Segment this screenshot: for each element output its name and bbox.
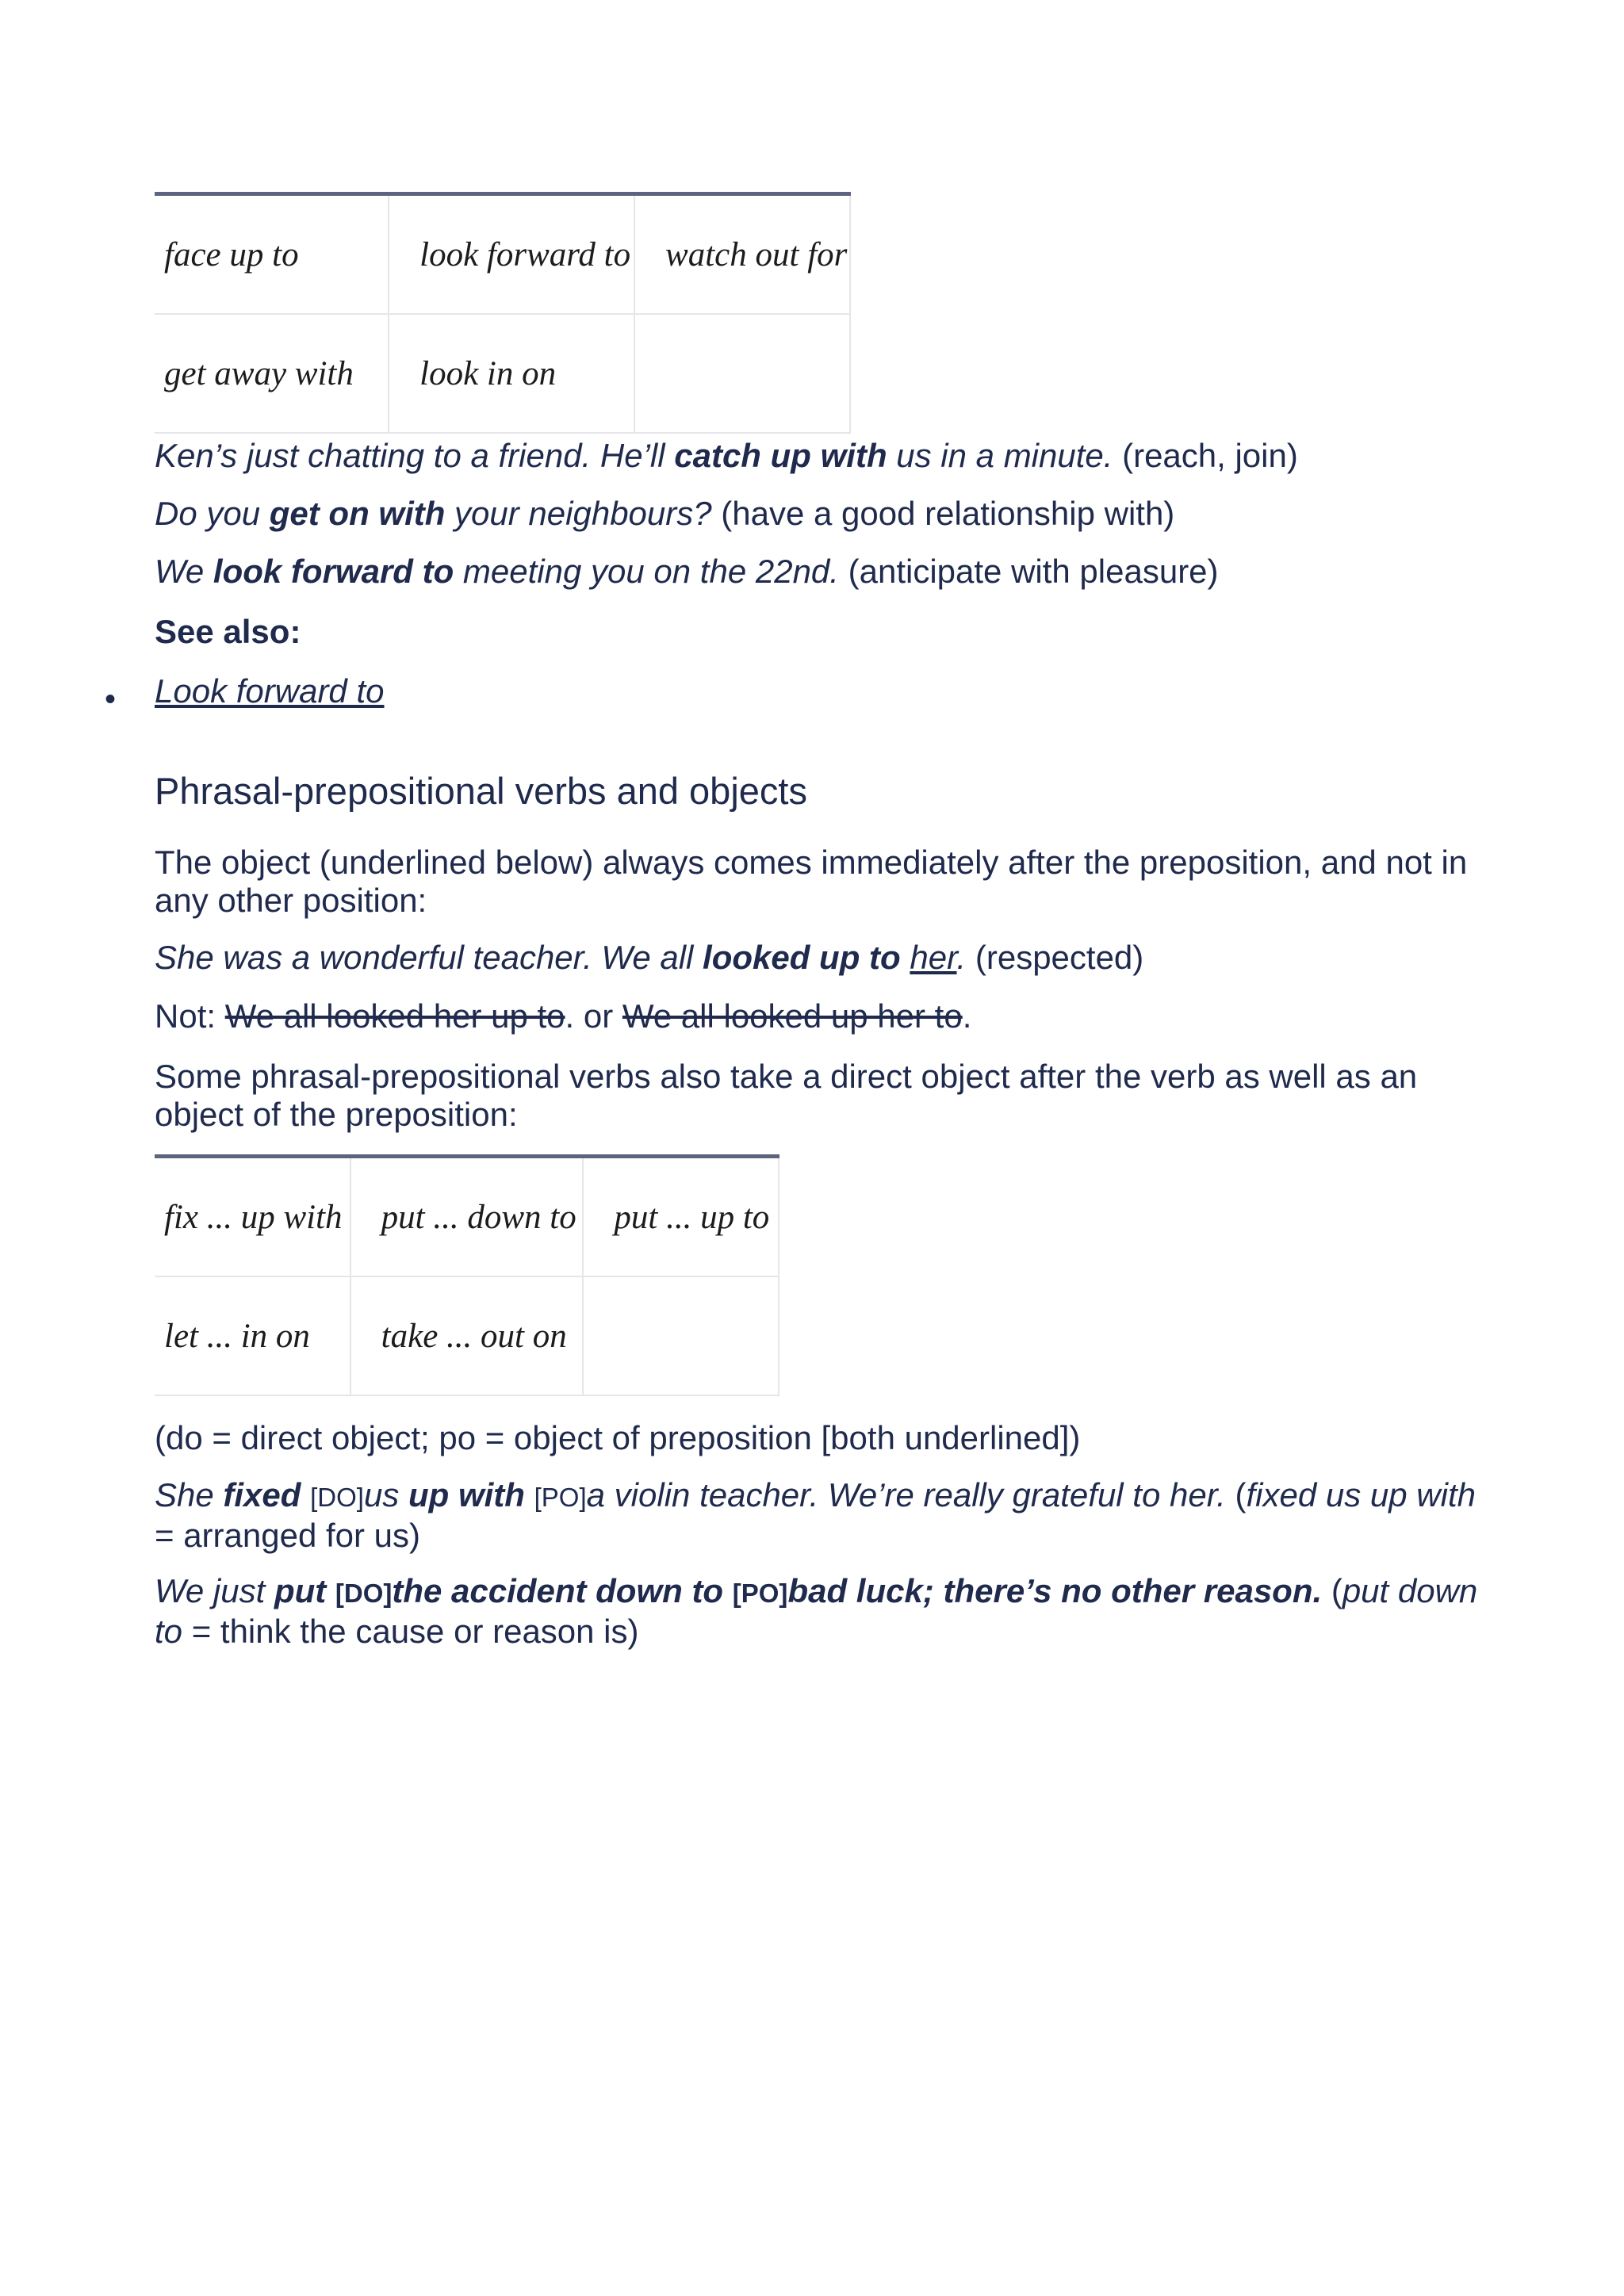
section-intro: The object (underlined below) always comes immediately after the preposition, and not in any other position: <box>155 844 1468 919</box>
gloss: (reach, join) <box>1113 437 1298 474</box>
phrasal-verb: catch up with <box>674 437 887 474</box>
example-text: Ken’s just chatting to a friend. He’ll <box>155 437 675 474</box>
do-tag: [DO] <box>310 1483 364 1512</box>
example-sentence <box>155 495 1471 533</box>
table-cell: face up to <box>155 194 389 315</box>
example-text: She was a wonderful teacher. We all <box>155 939 703 976</box>
incorrect-example: We all looked her up to <box>224 997 565 1035</box>
example-text: your neighbours? <box>445 495 712 532</box>
phrasal-verbs-table-1 <box>155 192 851 434</box>
phrasal-verb: down to <box>586 1572 724 1609</box>
table-cell: put ... up to <box>583 1157 779 1277</box>
table-cell: let ... in on <box>155 1276 350 1395</box>
example-sentence <box>155 437 1471 475</box>
gloss: (respected) <box>966 939 1144 976</box>
phrasal-verb: get on with <box>269 495 446 532</box>
table-cell: look in on <box>389 314 634 433</box>
phrasal-verb: look forward to <box>213 553 454 590</box>
example-sentence <box>155 553 1471 591</box>
po-tag: [PO] <box>534 1483 587 1512</box>
table-row <box>155 1276 779 1395</box>
example-text: us in a minute. <box>887 437 1113 474</box>
table-cell: watch out for <box>634 194 850 315</box>
example-sentence: We just put [DO]the accident down to [PO]bad luck; there’s no other reason. (put down to = think the cause or reason is) <box>155 1572 1478 1650</box>
table-row <box>155 194 850 315</box>
gloss: (have a good relationship with) <box>711 495 1175 532</box>
example-text: We <box>155 553 213 590</box>
incorrect-example: We all looked up her to <box>622 997 963 1035</box>
gloss-verb: fixed us up with <box>1246 1476 1476 1513</box>
table-cell: fix ... up with <box>155 1157 350 1277</box>
po-tag: [PO] <box>732 1578 788 1608</box>
example-sentence: She was a wonderful teacher. We all looked up to her. (respected) <box>155 939 1144 976</box>
phrasal-verb: up with <box>408 1476 525 1513</box>
section-heading: Phrasal-prepositional verbs and objects <box>155 770 807 812</box>
table-cell: take ... out on <box>350 1276 584 1395</box>
direct-object: the accident <box>392 1572 587 1609</box>
do-tag: [DO] <box>335 1578 393 1608</box>
gloss: = think the cause or reason is) <box>182 1613 639 1650</box>
object-underlined: her <box>910 939 957 976</box>
key-line: (do = direct object; po = object of preposition [both underlined]) <box>155 1419 1081 1456</box>
table-cell <box>583 1276 779 1395</box>
see-also-label: See also: <box>155 613 301 650</box>
example-text: Do you <box>155 495 270 532</box>
direct-object: us <box>363 1476 400 1513</box>
phrasal-verb: fixed <box>223 1476 301 1513</box>
table-row <box>155 1157 779 1277</box>
gloss: = arranged for us) <box>155 1517 421 1554</box>
example-text: meeting you on the 22nd. <box>454 553 839 590</box>
phrasal-verb: put <box>274 1572 327 1609</box>
see-also-link[interactable]: Look forward to <box>155 672 385 710</box>
phrasal-verb: looked up to <box>703 939 901 976</box>
gloss: (anticipate with pleasure) <box>838 553 1219 590</box>
gloss-verb: put down to <box>155 1572 1478 1650</box>
bullet-icon: • <box>105 682 117 717</box>
prepositional-object: a violin teacher. We’re really grateful to her. <box>586 1476 1226 1513</box>
table-cell <box>634 314 850 433</box>
table-cell: get away with <box>155 314 389 433</box>
prepositional-object: bad luck; there’s no other reason. <box>787 1572 1323 1609</box>
incorrect-examples: Not: We all looked her up to. or We all looked up her to. <box>155 997 972 1035</box>
section-intro-2: Some phrasal-prepositional verbs also take a direct object after the verb as well as an object of the preposition: <box>155 1058 1418 1133</box>
example-sentence: She fixed [DO]us up with [PO]a violin teacher. We’re really grateful to her. (fixed us up with = arranged for us) <box>155 1476 1476 1554</box>
not-label: Not: <box>155 997 225 1035</box>
table-cell: look forward to <box>389 194 634 315</box>
table-row <box>155 314 850 433</box>
phrasal-verbs-table-2 <box>155 1154 779 1396</box>
table-cell: put ... down to <box>350 1157 584 1277</box>
